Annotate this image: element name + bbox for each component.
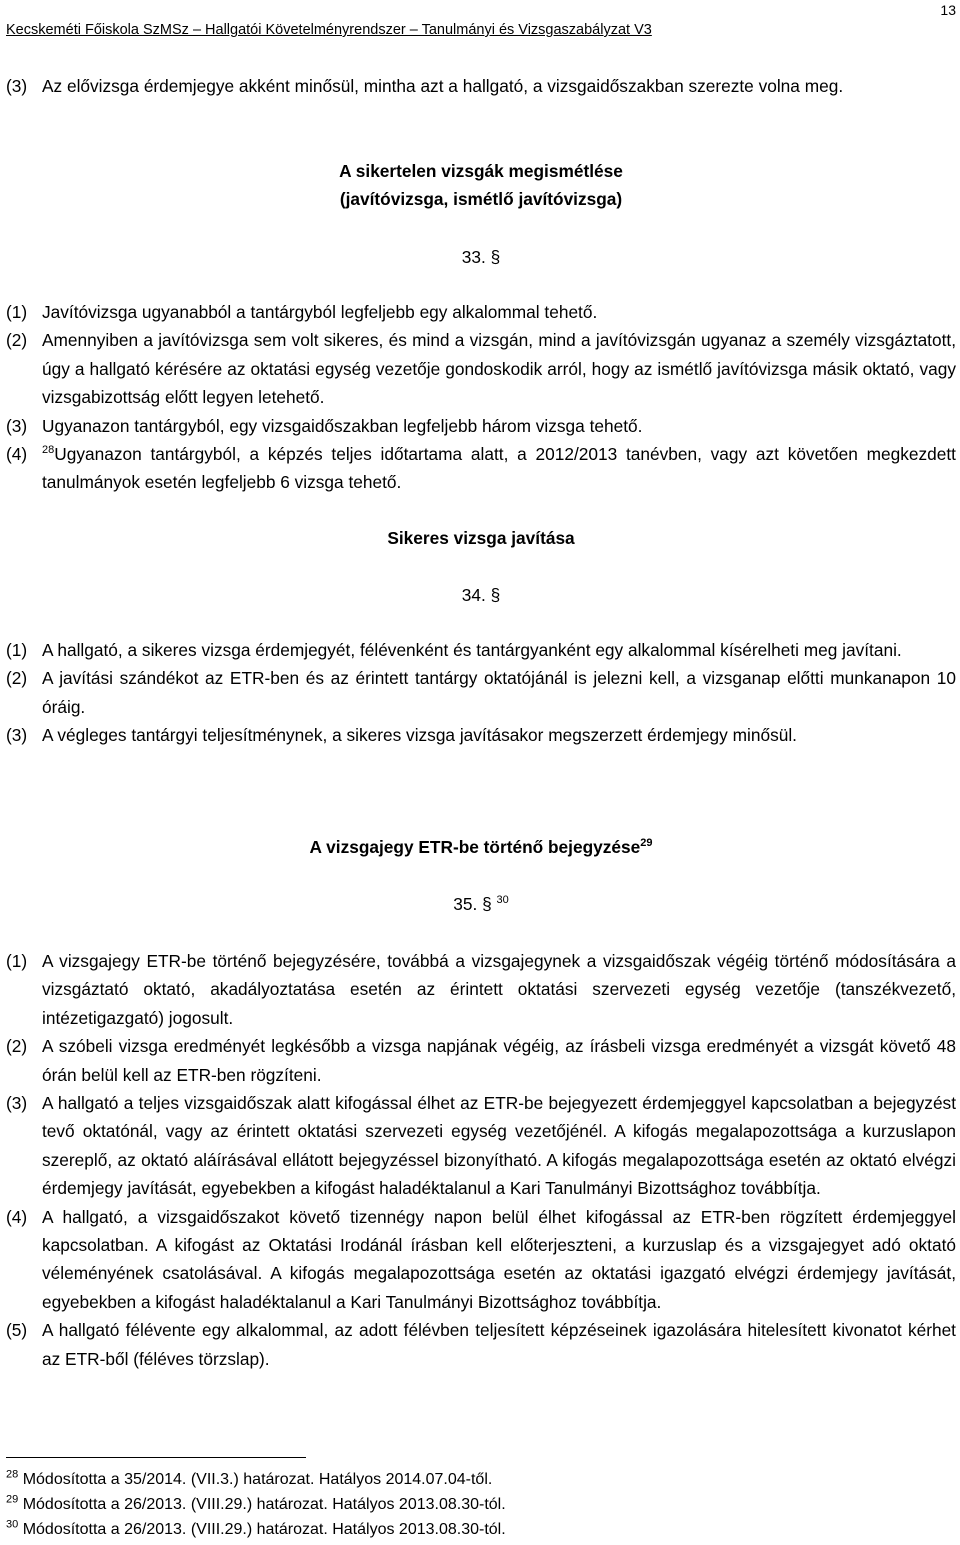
paragraph [6,1203,956,1317]
paragraph [6,72,956,100]
paragraph [6,664,956,721]
paragraph-number: (2) [6,330,28,351]
paragraph [6,947,956,1032]
footnote-ref: 29 [640,837,653,850]
paragraph-number: (3) [6,725,28,746]
paragraph-text: A hallgató a teljes vizsgaidőszak alatt kifogással élhet az ETR-be bejegyezett érdemjeggyel kapcsolatban a bejegyzést tevő oktatónál, vagy az érintett oktatási szervezeti egység vezetőjénél. A kifogás megalapozottsága a kurzuslapon szereplő, az oktató aláírásával ellátott bejegyzéssel bizonyítható. A kifogás megalapozottsága esetén az oktató elvégzi érdemjegy javítását, egyebekben a kifogást haladéktalanul a Kari Tanulmányi Bizottsághoz továbbítja. [42,1093,956,1199]
section-33 [6,157,956,271]
prev-section-block [6,72,956,100]
section-title: A sikertelen vizsgák megismétlése [339,161,623,181]
footnote-text: Módosította a 26/2013. (VIII.29.) határozat. Hatályos 2013.08.30-tól. [22,1496,506,1513]
paragraph [6,298,956,326]
paragraph-number: (1) [6,640,28,660]
paragraph-body: Ugyanazon tantárgyból, a képzés teljes időtartama alatt, a 2012/2013 tanévben, vagy azt követően megkezdett tanulmányok esetén legfeljebb 6 vizsga tehető. [42,444,956,493]
footnote-number: 30 [6,1518,19,1531]
footnote-ref: 30 [496,894,509,907]
section-title: Sikeres vizsga javítása [387,528,575,548]
footnote [6,1492,506,1517]
paragraph-text: A hallgató, a sikeres vizsga érdemjegyét, félévenként és tantárgyanként egy alkalommal kísérelheti meg javítani. [42,640,902,660]
section-number: 34. § [461,585,501,606]
section-33-paragraphs [6,298,956,497]
footnote [6,1467,506,1492]
section-title-wrap [6,833,956,861]
paragraph-text: A vizsgajegy ETR-be történő bejegyzésére, továbbá a vizsgajegynek a vizsgaidőszak végéig történő módosítására a vizsgáztató oktató, akadályoztatása esetén az érintett oktatási szervezeti egység vezetője (tanszékvezető, intézetigazgató) jogosult. [42,951,956,1028]
section-number: 33. § [461,246,501,267]
footnote-divider [6,1457,306,1458]
paragraph [6,412,956,440]
paragraph-text [42,440,956,497]
paragraph-number: (5) [6,1320,28,1341]
paragraph [6,326,956,411]
footnote-number: 28 [6,1468,19,1481]
paragraph-number: (1) [6,302,28,322]
running-header: Kecskeméti Főiskola SzMSz – Hallgatói Követelményrendszer – Tanulmányi és Vizsgaszabályzat V3 [6,22,652,38]
footnote-text: Módosította a 35/2014. (VII.3.) határozat. Hatályos 2014.07.04-től. [22,1471,493,1488]
footnote-ref: 28 [42,444,55,457]
paragraph [6,1089,956,1203]
paragraph-text: A javítási szándékot az ETR-ben és az érintett tantárgy oktatójánál is jelezni kell, a vizsganap előtti munkanapon 10 óráig. [42,668,956,717]
paragraph-number: (1) [6,951,28,971]
paragraph-number: (2) [6,668,28,689]
section-34 [6,524,956,610]
paragraph-number: (3) [6,415,28,436]
section-35 [6,833,956,919]
paragraph-text: Ugyanazon tantárgyból, egy vizsgaidőszakban legfeljebb három vizsga tehető. [42,415,643,436]
paragraph-number: (2) [6,1036,28,1057]
section-number-wrap [6,890,956,918]
footnote-number: 29 [6,1493,19,1506]
footnotes [6,1467,506,1542]
paragraph-text: Javítóvizsga ugyanabból a tantárgyból legfeljebb egy alkalommal tehető. [42,302,598,322]
paragraph [6,440,956,497]
page-number: 13 [940,2,956,18]
paragraph-text: A végleges tantárgyi teljesítménynek, a sikeres vizsga javításakor megszerzett érdemjegy minősül. [42,725,797,746]
footnote-text: Módosította a 26/2013. (VIII.29.) határozat. Hatályos 2013.08.30-tól. [22,1521,506,1538]
paragraph-text: Az elővizsga érdemjegye akként minősül, mintha azt a hallgató, a vizsgaidőszakban szerezte volna meg. [42,76,844,96]
paragraph-number: (3) [6,76,28,96]
footnote [6,1517,506,1542]
paragraph [6,1316,956,1373]
paragraph-text: A hallgató, a vizsgaidőszakot követő tizennégy napon belül élhet kifogással az ETR-ben rögzített érdemjeggyel kapcsolatban. A kifogást az Oktatási Irodánál írásban kell előterjeszteni, a kurzuslap és a vizsgajegyet adó oktató véleményének csatolásával. A kifogás megalapozottsága esetén az oktatási igazgató elvégzi érdemjegy javítását, egyebekben a kifogást haladéktalanul a Kari Tanulmányi Bizottsághoz továbbítja. [42,1206,956,1312]
paragraph [6,1032,956,1089]
paragraph-number: (4) [6,444,28,465]
section-number: 35. § [453,894,492,915]
paragraph-text: A szóbeli vizsga eredményét legkésőbb a vizsga napjának végéig, az írásbeli vizsga eredményét a vizsgát követő 48 órán belül kell az ETR-ben rögzíteni. [42,1036,956,1085]
paragraph-text: Amennyiben a javítóvizsga sem volt sikeres, és mind a vizsgán, mind a javítóvizsgán ugyanaz a személy vizsgáztatott, úgy a hallgató kérésére az oktatási egység vezetője gondoskodik arról, hogy az ismétlő javítóvizsga másik oktató, vagy vizsgabizottság előtt legyen letehető. [42,330,956,408]
section-34-paragraphs [6,636,956,750]
paragraph [6,721,956,749]
paragraph-number: (3) [6,1093,28,1114]
paragraph-text: A hallgató félévente egy alkalommal, az adott félévben teljesített képzéseinek igazolására hitelesített kivonatot kérhet az ETR-ből (féléves törzslap). [42,1320,956,1369]
section-35-paragraphs [6,947,956,1373]
paragraph [6,636,956,664]
paragraph-number: (4) [6,1206,28,1227]
section-subtitle: (javítóvizsga, ismétlő javítóvizsga) [339,189,623,210]
section-title: A vizsgajegy ETR-be történő bejegyzése [309,837,641,857]
